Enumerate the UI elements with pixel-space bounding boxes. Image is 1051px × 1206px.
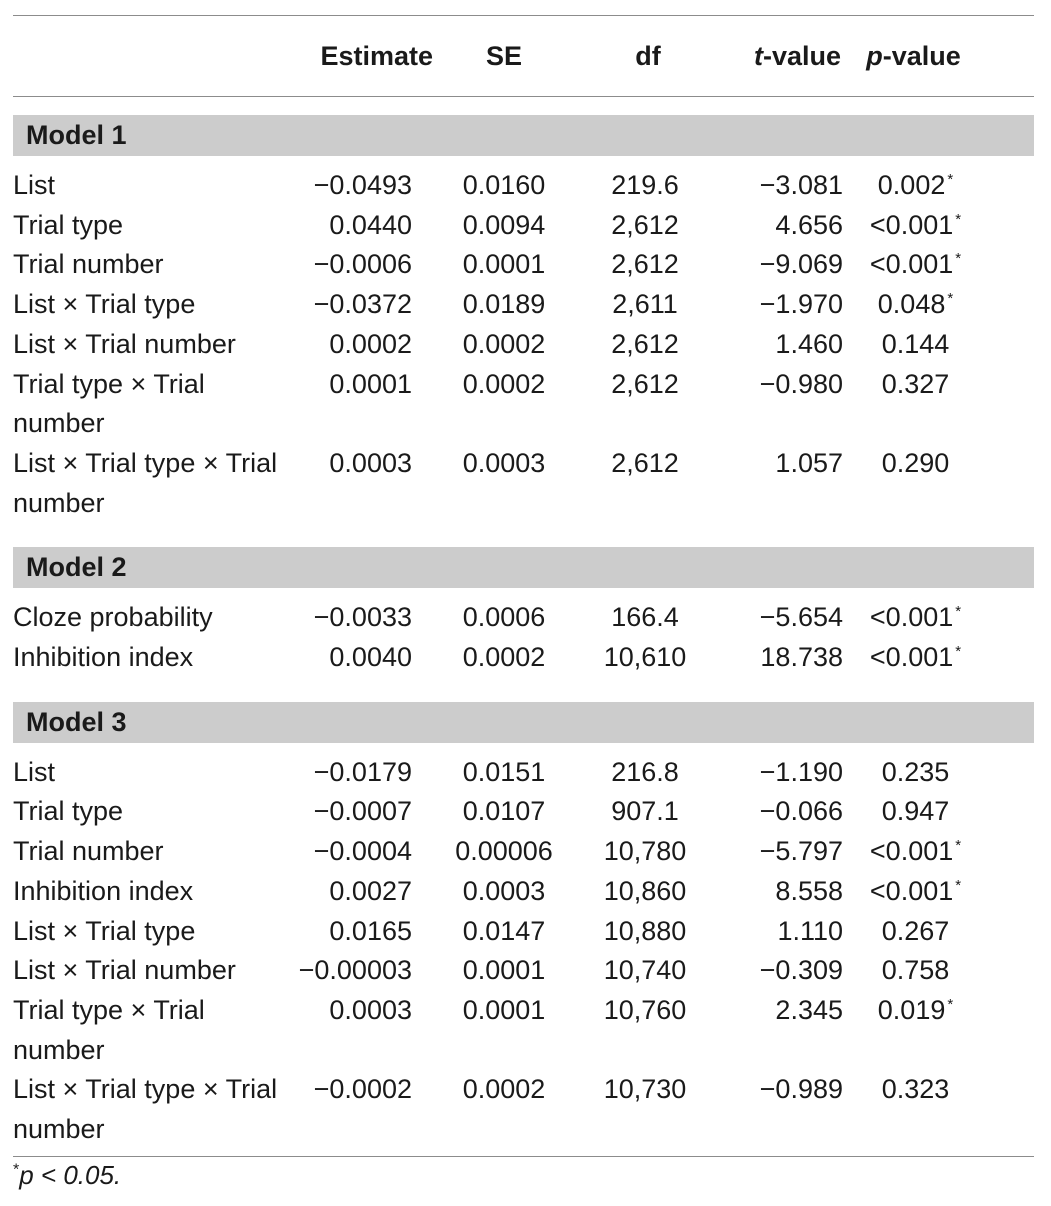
- significance-marker: *: [955, 876, 962, 894]
- model-rows: [13, 588, 1034, 683]
- df-cell: 907.1: [611, 796, 679, 827]
- se-cell: 0.0107: [462, 796, 546, 827]
- estimate-cell: −0.0007: [313, 796, 412, 827]
- df-cell: 10,880: [603, 915, 687, 946]
- estimate-cell: −0.0004: [313, 836, 412, 867]
- se-cell: 0.0001: [462, 955, 546, 986]
- significance-marker: *: [955, 250, 962, 268]
- estimate-cell: 0.0003: [329, 994, 412, 1025]
- estimate-cell: −0.0002: [313, 1074, 412, 1105]
- header-p-italic: p: [866, 40, 883, 71]
- table-row: [13, 912, 1034, 952]
- header-rule: [13, 96, 1034, 97]
- header-p-value: [841, 41, 986, 72]
- footnote-text: p < 0.05.: [19, 1160, 122, 1190]
- se-cell: 0.0002: [462, 1074, 546, 1105]
- p-value-cell: [843, 365, 988, 405]
- model-rows: [13, 743, 1034, 1156]
- p-value-cell: [843, 285, 988, 325]
- significance-marker: *: [947, 290, 954, 308]
- t-value-cell: 1.460: [775, 328, 843, 359]
- table-row: [13, 638, 1034, 678]
- p-value-cell: [843, 1070, 988, 1110]
- significance-marker: *: [955, 643, 962, 661]
- p-value-cell: [843, 991, 988, 1031]
- t-value-cell: 4.656: [775, 209, 843, 240]
- p-value-cell: [843, 325, 988, 365]
- p-value-text: 0.019: [877, 994, 946, 1025]
- table-row: [13, 872, 1034, 912]
- header-se: SE: [485, 40, 523, 71]
- se-cell: 0.0002: [462, 368, 546, 399]
- t-value-cell: 8.558: [775, 875, 843, 906]
- p-value-text: 0.267: [881, 915, 950, 946]
- t-value-cell: −0.980: [759, 368, 843, 399]
- df-cell: 2,612: [611, 249, 679, 280]
- df-cell: 10,730: [603, 1074, 687, 1105]
- table-row: [13, 832, 1034, 872]
- row-label: List × Trial type: [13, 289, 196, 320]
- se-cell: 0.0003: [462, 875, 546, 906]
- p-value-text: 0.758: [881, 955, 950, 986]
- table-header: [13, 16, 1034, 96]
- se-cell: 0.00006: [455, 836, 553, 867]
- table-footnote: [13, 1160, 121, 1191]
- row-label: Trial type × Trial number: [13, 994, 205, 1065]
- p-value-cell: [843, 598, 988, 638]
- estimate-cell: −0.0372: [313, 289, 412, 320]
- df-cell: 2,612: [611, 447, 679, 478]
- row-label: List × Trial number: [13, 955, 236, 986]
- p-value-cell: [843, 951, 988, 991]
- p-value-text: 0.290: [881, 447, 950, 478]
- table-row: [13, 598, 1034, 638]
- df-cell: 10,860: [603, 875, 687, 906]
- significance-marker: *: [955, 603, 962, 621]
- significance-marker: *: [955, 837, 962, 855]
- p-value-text: 0.327: [881, 368, 950, 399]
- p-value-cell: [843, 912, 988, 952]
- header-t-italic: t: [753, 40, 763, 71]
- row-label: List × Trial number: [13, 328, 236, 359]
- model-section-title: Model 2: [13, 547, 1034, 588]
- row-label: Cloze probability: [13, 602, 213, 633]
- t-value-cell: −1.190: [759, 756, 843, 787]
- estimate-cell: −0.0179: [313, 756, 412, 787]
- df-cell: 216.8: [611, 756, 679, 787]
- t-value-cell: 18.738: [760, 642, 843, 673]
- header-p-rest: -value: [882, 40, 961, 71]
- table-row: [13, 753, 1034, 793]
- p-value-text: <0.001: [869, 249, 954, 280]
- t-value-cell: −0.309: [759, 955, 843, 986]
- estimate-cell: 0.0027: [329, 875, 412, 906]
- p-value-text: <0.001: [869, 836, 954, 867]
- row-label: List × Trial type × Trial number: [13, 447, 278, 518]
- t-value-cell: −0.989: [759, 1074, 843, 1105]
- p-value-cell: [843, 832, 988, 872]
- p-value-cell: [843, 444, 988, 484]
- estimate-cell: 0.0440: [329, 209, 412, 240]
- results-table: [13, 15, 1034, 1157]
- significance-marker: *: [947, 995, 954, 1013]
- df-cell: 10,610: [603, 642, 687, 673]
- p-value-text: 0.235: [881, 756, 950, 787]
- header-t-value: [721, 41, 841, 72]
- table-row: [13, 792, 1034, 832]
- model-section-title: Model 1: [13, 115, 1034, 156]
- row-label: List × Trial type × Trial number: [13, 1074, 278, 1145]
- se-cell: 0.0003: [462, 447, 546, 478]
- table-row: [13, 245, 1034, 285]
- se-cell: 0.0006: [462, 602, 546, 633]
- row-label: List × Trial type: [13, 915, 196, 946]
- p-value-text: 0.048: [877, 289, 946, 320]
- p-value-cell: [843, 753, 988, 793]
- estimate-cell: −0.0033: [313, 602, 412, 633]
- se-cell: 0.0189: [462, 289, 546, 320]
- header-t-rest: -value: [762, 40, 841, 71]
- se-cell: 0.0160: [462, 170, 546, 200]
- se-cell: 0.0002: [462, 328, 546, 359]
- row-label: Inhibition index: [13, 642, 194, 673]
- table-row: [13, 951, 1034, 991]
- se-cell: 0.0094: [462, 209, 546, 240]
- p-value-text: 0.144: [881, 328, 950, 359]
- t-value-cell: 2.345: [775, 994, 843, 1025]
- p-value-text: <0.001: [869, 602, 954, 633]
- row-label: Trial type: [13, 209, 124, 240]
- estimate-cell: −0.0006: [313, 249, 412, 280]
- p-value-cell: [843, 166, 988, 206]
- df-cell: 166.4: [611, 602, 679, 633]
- table-row: [13, 325, 1034, 365]
- row-label: List: [13, 170, 56, 200]
- significance-marker: *: [947, 171, 954, 188]
- se-cell: 0.0001: [462, 994, 546, 1025]
- p-value-text: <0.001: [869, 642, 954, 673]
- estimate-cell: −0.0493: [313, 170, 412, 200]
- p-value-cell: [843, 792, 988, 832]
- df-cell: 10,780: [603, 836, 687, 867]
- footnote-star: *: [13, 1161, 20, 1179]
- table-row: [13, 285, 1034, 325]
- se-cell: 0.0002: [462, 642, 546, 673]
- df-cell: 2,612: [611, 328, 679, 359]
- p-value-cell: [843, 872, 988, 912]
- significance-marker: *: [955, 210, 962, 228]
- se-cell: 0.0001: [462, 249, 546, 280]
- table-row: [13, 365, 1034, 444]
- row-label: Trial number: [13, 249, 164, 280]
- p-value-text: 0.947: [881, 796, 950, 827]
- t-value-cell: 1.057: [775, 447, 843, 478]
- df-cell: 219.6: [611, 170, 679, 200]
- df-cell: 2,612: [611, 209, 679, 240]
- se-cell: 0.0147: [462, 915, 546, 946]
- bottom-rule: [13, 1156, 1034, 1157]
- df-cell: 10,760: [603, 994, 687, 1025]
- t-value-cell: −5.654: [759, 602, 843, 633]
- estimate-cell: 0.0002: [329, 328, 412, 359]
- df-cell: 2,612: [611, 368, 679, 399]
- table-row: [13, 444, 1034, 523]
- estimate-cell: 0.0165: [329, 915, 412, 946]
- table-row: [13, 166, 1034, 206]
- row-label: Inhibition index: [13, 875, 194, 906]
- df-cell: 10,740: [603, 955, 687, 986]
- p-value-text: <0.001: [869, 209, 954, 240]
- model-rows: [13, 156, 1034, 529]
- estimate-cell: 0.0003: [329, 447, 412, 478]
- p-value-text: 0.323: [881, 1074, 950, 1105]
- t-value-cell: −5.797: [759, 836, 843, 867]
- header-df: df: [635, 40, 661, 71]
- row-label: Trial number: [13, 836, 164, 867]
- table-row: [13, 206, 1034, 246]
- df-cell: 2,611: [612, 289, 678, 320]
- t-value-cell: −1.970: [759, 289, 843, 320]
- t-value-cell: −3.081: [759, 170, 843, 200]
- t-value-cell: −9.069: [759, 249, 843, 280]
- p-value-cell: [843, 245, 988, 285]
- row-label: List: [13, 756, 56, 787]
- model-section-title: Model 3: [13, 702, 1034, 743]
- table-row: [13, 991, 1034, 1070]
- header-estimate: Estimate: [320, 40, 433, 71]
- t-value-cell: −0.066: [759, 796, 843, 827]
- p-value-cell: [843, 638, 988, 678]
- t-value-cell: 1.110: [777, 915, 843, 946]
- row-label: Trial type × Trial number: [13, 368, 205, 439]
- estimate-cell: 0.0001: [329, 368, 412, 399]
- models-container: [13, 115, 1034, 1156]
- row-label: Trial type: [13, 796, 124, 827]
- p-value-text: 0.002: [877, 170, 946, 200]
- estimate-cell: −0.00003: [298, 955, 412, 986]
- estimate-cell: 0.0040: [329, 642, 412, 673]
- p-value-text: <0.001: [869, 875, 954, 906]
- p-value-cell: [843, 206, 988, 246]
- se-cell: 0.0151: [462, 756, 546, 787]
- table-row: [13, 1070, 1034, 1149]
